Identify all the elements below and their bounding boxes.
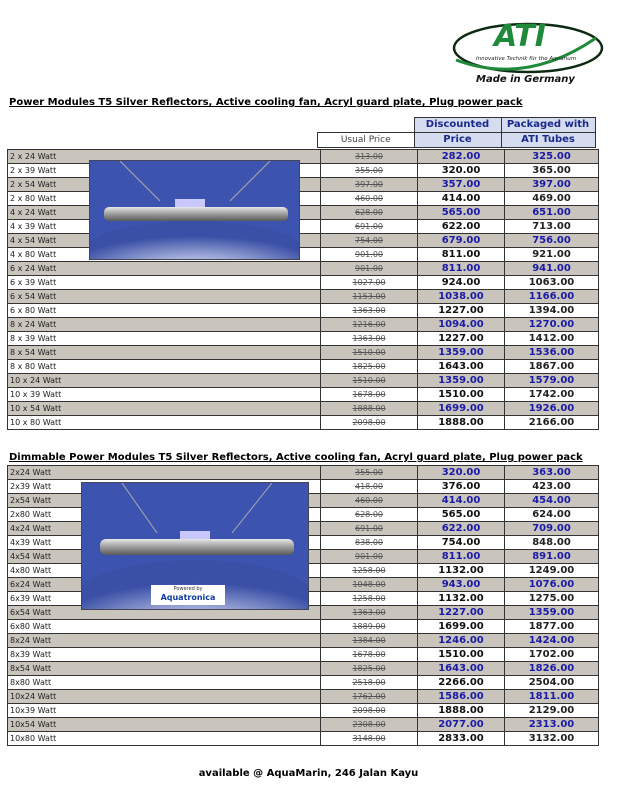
discounted-price-cell: 924.00 bbox=[418, 276, 505, 290]
model-cell: 8x80 Watt bbox=[8, 676, 321, 690]
table-row bbox=[8, 262, 599, 276]
packaged-header-1: Packaged with bbox=[501, 118, 595, 133]
model-cell: 6x54 Watt bbox=[8, 606, 321, 620]
model-cell: 2x39 Watt bbox=[8, 480, 321, 494]
model-cell: 2x54 Watt bbox=[8, 494, 321, 508]
made-in-germany: Made in Germany bbox=[476, 74, 575, 85]
discounted-price-cell: 1888.00 bbox=[418, 416, 505, 430]
packaged-price-cell: 1867.00 bbox=[505, 360, 599, 374]
usual-price-cell: 355.00 bbox=[321, 164, 418, 178]
discounted-price-cell: 2266.00 bbox=[418, 676, 505, 690]
table-row bbox=[8, 374, 599, 388]
packaged-price-cell: 365.00 bbox=[505, 164, 599, 178]
usual-price-cell: 1510.00 bbox=[321, 374, 418, 388]
discounted-price-cell: 1227.00 bbox=[418, 332, 505, 346]
table-row bbox=[8, 676, 599, 690]
table-row bbox=[8, 346, 599, 360]
table-row bbox=[8, 276, 599, 290]
model-cell: 8x39 Watt bbox=[8, 648, 321, 662]
model-cell: 4x39 Watt bbox=[8, 536, 321, 550]
column-headers bbox=[317, 117, 596, 148]
table-row bbox=[8, 304, 599, 318]
discounted-price-cell: 2077.00 bbox=[418, 718, 505, 732]
packaged-price-cell: 1270.00 bbox=[505, 318, 599, 332]
discounted-price-cell: 811.00 bbox=[418, 550, 505, 564]
discounted-price-cell: 1510.00 bbox=[418, 648, 505, 662]
usual-price-cell: 1258.00 bbox=[321, 592, 418, 606]
usual-price-cell: 1363.00 bbox=[321, 606, 418, 620]
model-cell: 8x24 Watt bbox=[8, 634, 321, 648]
model-cell: 4 x 24 Watt bbox=[8, 206, 321, 220]
packaged-price-cell: 1359.00 bbox=[505, 606, 599, 620]
model-cell: 10 x 80 Watt bbox=[8, 416, 321, 430]
packaged-price-cell: 941.00 bbox=[505, 262, 599, 276]
packaged-price-cell: 624.00 bbox=[505, 508, 599, 522]
table-row bbox=[8, 704, 599, 718]
model-cell: 10 x 24 Watt bbox=[8, 374, 321, 388]
packaged-price-cell: 1536.00 bbox=[505, 346, 599, 360]
usual-price-cell: 838.00 bbox=[321, 536, 418, 550]
model-cell: 8 x 24 Watt bbox=[8, 318, 321, 332]
usual-price-cell: 691.00 bbox=[321, 220, 418, 234]
discounted-price-cell: 1359.00 bbox=[418, 374, 505, 388]
section1-title: Power Modules T5 Silver Reflectors, Active cooling fan, Acryl guard plate, Plug power pack bbox=[9, 97, 523, 108]
usual-price-cell: 691.00 bbox=[321, 522, 418, 536]
discounted-price-cell: 811.00 bbox=[418, 248, 505, 262]
packaged-price-cell: 713.00 bbox=[505, 220, 599, 234]
usual-price-cell: 313.00 bbox=[321, 150, 418, 164]
usual-price-cell: 1048.00 bbox=[321, 578, 418, 592]
usual-price-cell: 1888.00 bbox=[321, 402, 418, 416]
discounted-price-cell: 1643.00 bbox=[418, 662, 505, 676]
discounted-price-cell: 1699.00 bbox=[418, 620, 505, 634]
packaged-price-cell: 1394.00 bbox=[505, 304, 599, 318]
discounted-price-cell: 1246.00 bbox=[418, 634, 505, 648]
model-cell: 10x39 Watt bbox=[8, 704, 321, 718]
model-cell: 10 x 39 Watt bbox=[8, 388, 321, 402]
table-row bbox=[8, 732, 599, 746]
packaged-header-2: ATI Tubes bbox=[501, 133, 595, 148]
model-cell: 2 x 39 Watt bbox=[8, 164, 321, 178]
usual-price-cell: 1027.00 bbox=[321, 276, 418, 290]
discounted-price-cell: 811.00 bbox=[418, 262, 505, 276]
packaged-price-cell: 1742.00 bbox=[505, 388, 599, 402]
model-cell: 8 x 39 Watt bbox=[8, 332, 321, 346]
packaged-price-cell: 454.00 bbox=[505, 494, 599, 508]
discounted-price-cell: 565.00 bbox=[418, 508, 505, 522]
usual-price-cell: 1762.00 bbox=[321, 690, 418, 704]
discounted-price-cell: 754.00 bbox=[418, 536, 505, 550]
usual-price-cell: 1678.00 bbox=[321, 648, 418, 662]
table-row bbox=[8, 718, 599, 732]
usual-price-cell: 628.00 bbox=[321, 206, 418, 220]
model-cell: 6 x 80 Watt bbox=[8, 304, 321, 318]
discounted-price-cell: 565.00 bbox=[418, 206, 505, 220]
aquatronica-badge bbox=[151, 585, 225, 605]
usual-price-header: Usual Price bbox=[318, 133, 415, 148]
logo-mark: ATI bbox=[494, 19, 546, 54]
model-cell: 6 x 39 Watt bbox=[8, 276, 321, 290]
usual-price-cell: 1510.00 bbox=[321, 346, 418, 360]
model-cell: 2 x 80 Watt bbox=[8, 192, 321, 206]
product-photo-standard bbox=[89, 160, 300, 260]
discounted-price-cell: 2833.00 bbox=[418, 732, 505, 746]
usual-price-cell: 1153.00 bbox=[321, 290, 418, 304]
discounted-price-cell: 1359.00 bbox=[418, 346, 505, 360]
discounted-price-cell: 414.00 bbox=[418, 494, 505, 508]
usual-price-cell: 460.00 bbox=[321, 192, 418, 206]
packaged-price-cell: 1877.00 bbox=[505, 620, 599, 634]
table-row bbox=[8, 634, 599, 648]
model-cell: 4x54 Watt bbox=[8, 550, 321, 564]
discounted-price-cell: 622.00 bbox=[418, 220, 505, 234]
usual-price-cell: 460.00 bbox=[321, 494, 418, 508]
packaged-price-cell: 3132.00 bbox=[505, 732, 599, 746]
usual-price-cell: 355.00 bbox=[321, 466, 418, 480]
packaged-price-cell: 1063.00 bbox=[505, 276, 599, 290]
discounted-price-cell: 943.00 bbox=[418, 578, 505, 592]
badge-line-1: Powered by bbox=[173, 586, 203, 592]
model-cell: 6x80 Watt bbox=[8, 620, 321, 634]
discounted-price-cell: 282.00 bbox=[418, 150, 505, 164]
usual-price-cell: 1216.00 bbox=[321, 318, 418, 332]
packaged-price-cell: 2129.00 bbox=[505, 704, 599, 718]
badge-line-2: Aquatronica bbox=[160, 593, 216, 602]
logo-tagline: Innovative Technik für the Aquarium bbox=[476, 56, 577, 62]
discounted-price-cell: 1699.00 bbox=[418, 402, 505, 416]
model-cell: 2x24 Watt bbox=[8, 466, 321, 480]
usual-price-cell: 418.00 bbox=[321, 480, 418, 494]
model-cell: 4x24 Watt bbox=[8, 522, 321, 536]
header-spacer bbox=[318, 118, 415, 133]
table-row bbox=[8, 332, 599, 346]
discounted-price-cell: 1094.00 bbox=[418, 318, 505, 332]
discounted-price-cell: 1132.00 bbox=[418, 592, 505, 606]
model-cell: 10x24 Watt bbox=[8, 690, 321, 704]
discounted-price-cell: 1227.00 bbox=[418, 304, 505, 318]
packaged-price-cell: 1926.00 bbox=[505, 402, 599, 416]
packaged-price-cell: 1826.00 bbox=[505, 662, 599, 676]
discounted-price-cell: 1038.00 bbox=[418, 290, 505, 304]
model-cell: 6x24 Watt bbox=[8, 578, 321, 592]
model-cell: 8x54 Watt bbox=[8, 662, 321, 676]
discounted-header-2: Price bbox=[414, 133, 501, 148]
model-cell: 4 x 54 Watt bbox=[8, 234, 321, 248]
discounted-price-cell: 1888.00 bbox=[418, 704, 505, 718]
packaged-price-cell: 469.00 bbox=[505, 192, 599, 206]
packaged-price-cell: 1412.00 bbox=[505, 332, 599, 346]
packaged-price-cell: 363.00 bbox=[505, 466, 599, 480]
packaged-price-cell: 325.00 bbox=[505, 150, 599, 164]
packaged-price-cell: 891.00 bbox=[505, 550, 599, 564]
packaged-price-cell: 1579.00 bbox=[505, 374, 599, 388]
table-row bbox=[8, 388, 599, 402]
discounted-price-cell: 357.00 bbox=[418, 178, 505, 192]
discounted-price-cell: 622.00 bbox=[418, 522, 505, 536]
discounted-price-cell: 376.00 bbox=[418, 480, 505, 494]
model-cell: 4x80 Watt bbox=[8, 564, 321, 578]
model-cell: 8 x 54 Watt bbox=[8, 346, 321, 360]
usual-price-cell: 1825.00 bbox=[321, 662, 418, 676]
usual-price-cell: 901.00 bbox=[321, 262, 418, 276]
packaged-price-cell: 1076.00 bbox=[505, 578, 599, 592]
usual-price-cell: 1678.00 bbox=[321, 388, 418, 402]
usual-price-cell: 1889.00 bbox=[321, 620, 418, 634]
packaged-price-cell: 1811.00 bbox=[505, 690, 599, 704]
model-cell: 2x80 Watt bbox=[8, 508, 321, 522]
discounted-price-cell: 1643.00 bbox=[418, 360, 505, 374]
packaged-price-cell: 1166.00 bbox=[505, 290, 599, 304]
usual-price-cell: 1384.00 bbox=[321, 634, 418, 648]
table-row bbox=[8, 402, 599, 416]
usual-price-cell: 1258.00 bbox=[321, 564, 418, 578]
discounted-price-cell: 1586.00 bbox=[418, 690, 505, 704]
table-row bbox=[8, 662, 599, 676]
discounted-price-cell: 1510.00 bbox=[418, 388, 505, 402]
packaged-price-cell: 756.00 bbox=[505, 234, 599, 248]
packaged-price-cell: 2504.00 bbox=[505, 676, 599, 690]
discounted-price-cell: 414.00 bbox=[418, 192, 505, 206]
model-cell: 2 x 24 Watt bbox=[8, 150, 321, 164]
packaged-price-cell: 1275.00 bbox=[505, 592, 599, 606]
packaged-price-cell: 2166.00 bbox=[505, 416, 599, 430]
model-cell: 8 x 80 Watt bbox=[8, 360, 321, 374]
model-cell: 10x80 Watt bbox=[8, 732, 321, 746]
table-row bbox=[8, 360, 599, 374]
model-cell: 2 x 54 Watt bbox=[8, 178, 321, 192]
usual-price-cell: 2308.00 bbox=[321, 718, 418, 732]
discounted-price-cell: 320.00 bbox=[418, 164, 505, 178]
packaged-price-cell: 397.00 bbox=[505, 178, 599, 192]
packaged-price-cell: 921.00 bbox=[505, 248, 599, 262]
packaged-price-cell: 651.00 bbox=[505, 206, 599, 220]
usual-price-cell: 901.00 bbox=[321, 248, 418, 262]
packaged-price-cell: 1424.00 bbox=[505, 634, 599, 648]
model-cell: 4 x 39 Watt bbox=[8, 220, 321, 234]
usual-price-cell: 2098.00 bbox=[321, 416, 418, 430]
usual-price-cell: 754.00 bbox=[321, 234, 418, 248]
discounted-price-cell: 679.00 bbox=[418, 234, 505, 248]
model-cell: 6x39 Watt bbox=[8, 592, 321, 606]
table-row bbox=[8, 648, 599, 662]
usual-price-cell: 1363.00 bbox=[321, 304, 418, 318]
model-cell: 10 x 54 Watt bbox=[8, 402, 321, 416]
table-row bbox=[8, 318, 599, 332]
model-cell: 10x54 Watt bbox=[8, 718, 321, 732]
footer-availability: available @ AquaMarin, 246 Jalan Kayu bbox=[198, 768, 419, 779]
usual-price-cell: 1363.00 bbox=[321, 332, 418, 346]
packaged-price-cell: 2313.00 bbox=[505, 718, 599, 732]
usual-price-cell: 901.00 bbox=[321, 550, 418, 564]
usual-price-cell: 2098.00 bbox=[321, 704, 418, 718]
section2-title: Dimmable Power Modules T5 Silver Reflectors, Active cooling fan, Acryl guard plate, Plug power pack bbox=[9, 452, 583, 463]
usual-price-cell: 1825.00 bbox=[321, 360, 418, 374]
usual-price-cell: 628.00 bbox=[321, 508, 418, 522]
model-cell: 6 x 24 Watt bbox=[8, 262, 321, 276]
table-row bbox=[8, 290, 599, 304]
model-cell: 4 x 80 Watt bbox=[8, 248, 321, 262]
discounted-price-cell: 320.00 bbox=[418, 466, 505, 480]
table-row bbox=[8, 620, 599, 634]
discounted-price-cell: 1227.00 bbox=[418, 606, 505, 620]
table-row bbox=[8, 416, 599, 430]
packaged-price-cell: 1702.00 bbox=[505, 648, 599, 662]
table-row bbox=[8, 690, 599, 704]
usual-price-cell: 2518.00 bbox=[321, 676, 418, 690]
packaged-price-cell: 423.00 bbox=[505, 480, 599, 494]
usual-price-cell: 397.00 bbox=[321, 178, 418, 192]
packaged-price-cell: 709.00 bbox=[505, 522, 599, 536]
discounted-price-cell: 1132.00 bbox=[418, 564, 505, 578]
packaged-price-cell: 1249.00 bbox=[505, 564, 599, 578]
packaged-price-cell: 848.00 bbox=[505, 536, 599, 550]
model-cell: 6 x 54 Watt bbox=[8, 290, 321, 304]
usual-price-cell: 3148.00 bbox=[321, 732, 418, 746]
discounted-header-1: Discounted bbox=[414, 118, 501, 133]
table-row bbox=[8, 466, 599, 480]
